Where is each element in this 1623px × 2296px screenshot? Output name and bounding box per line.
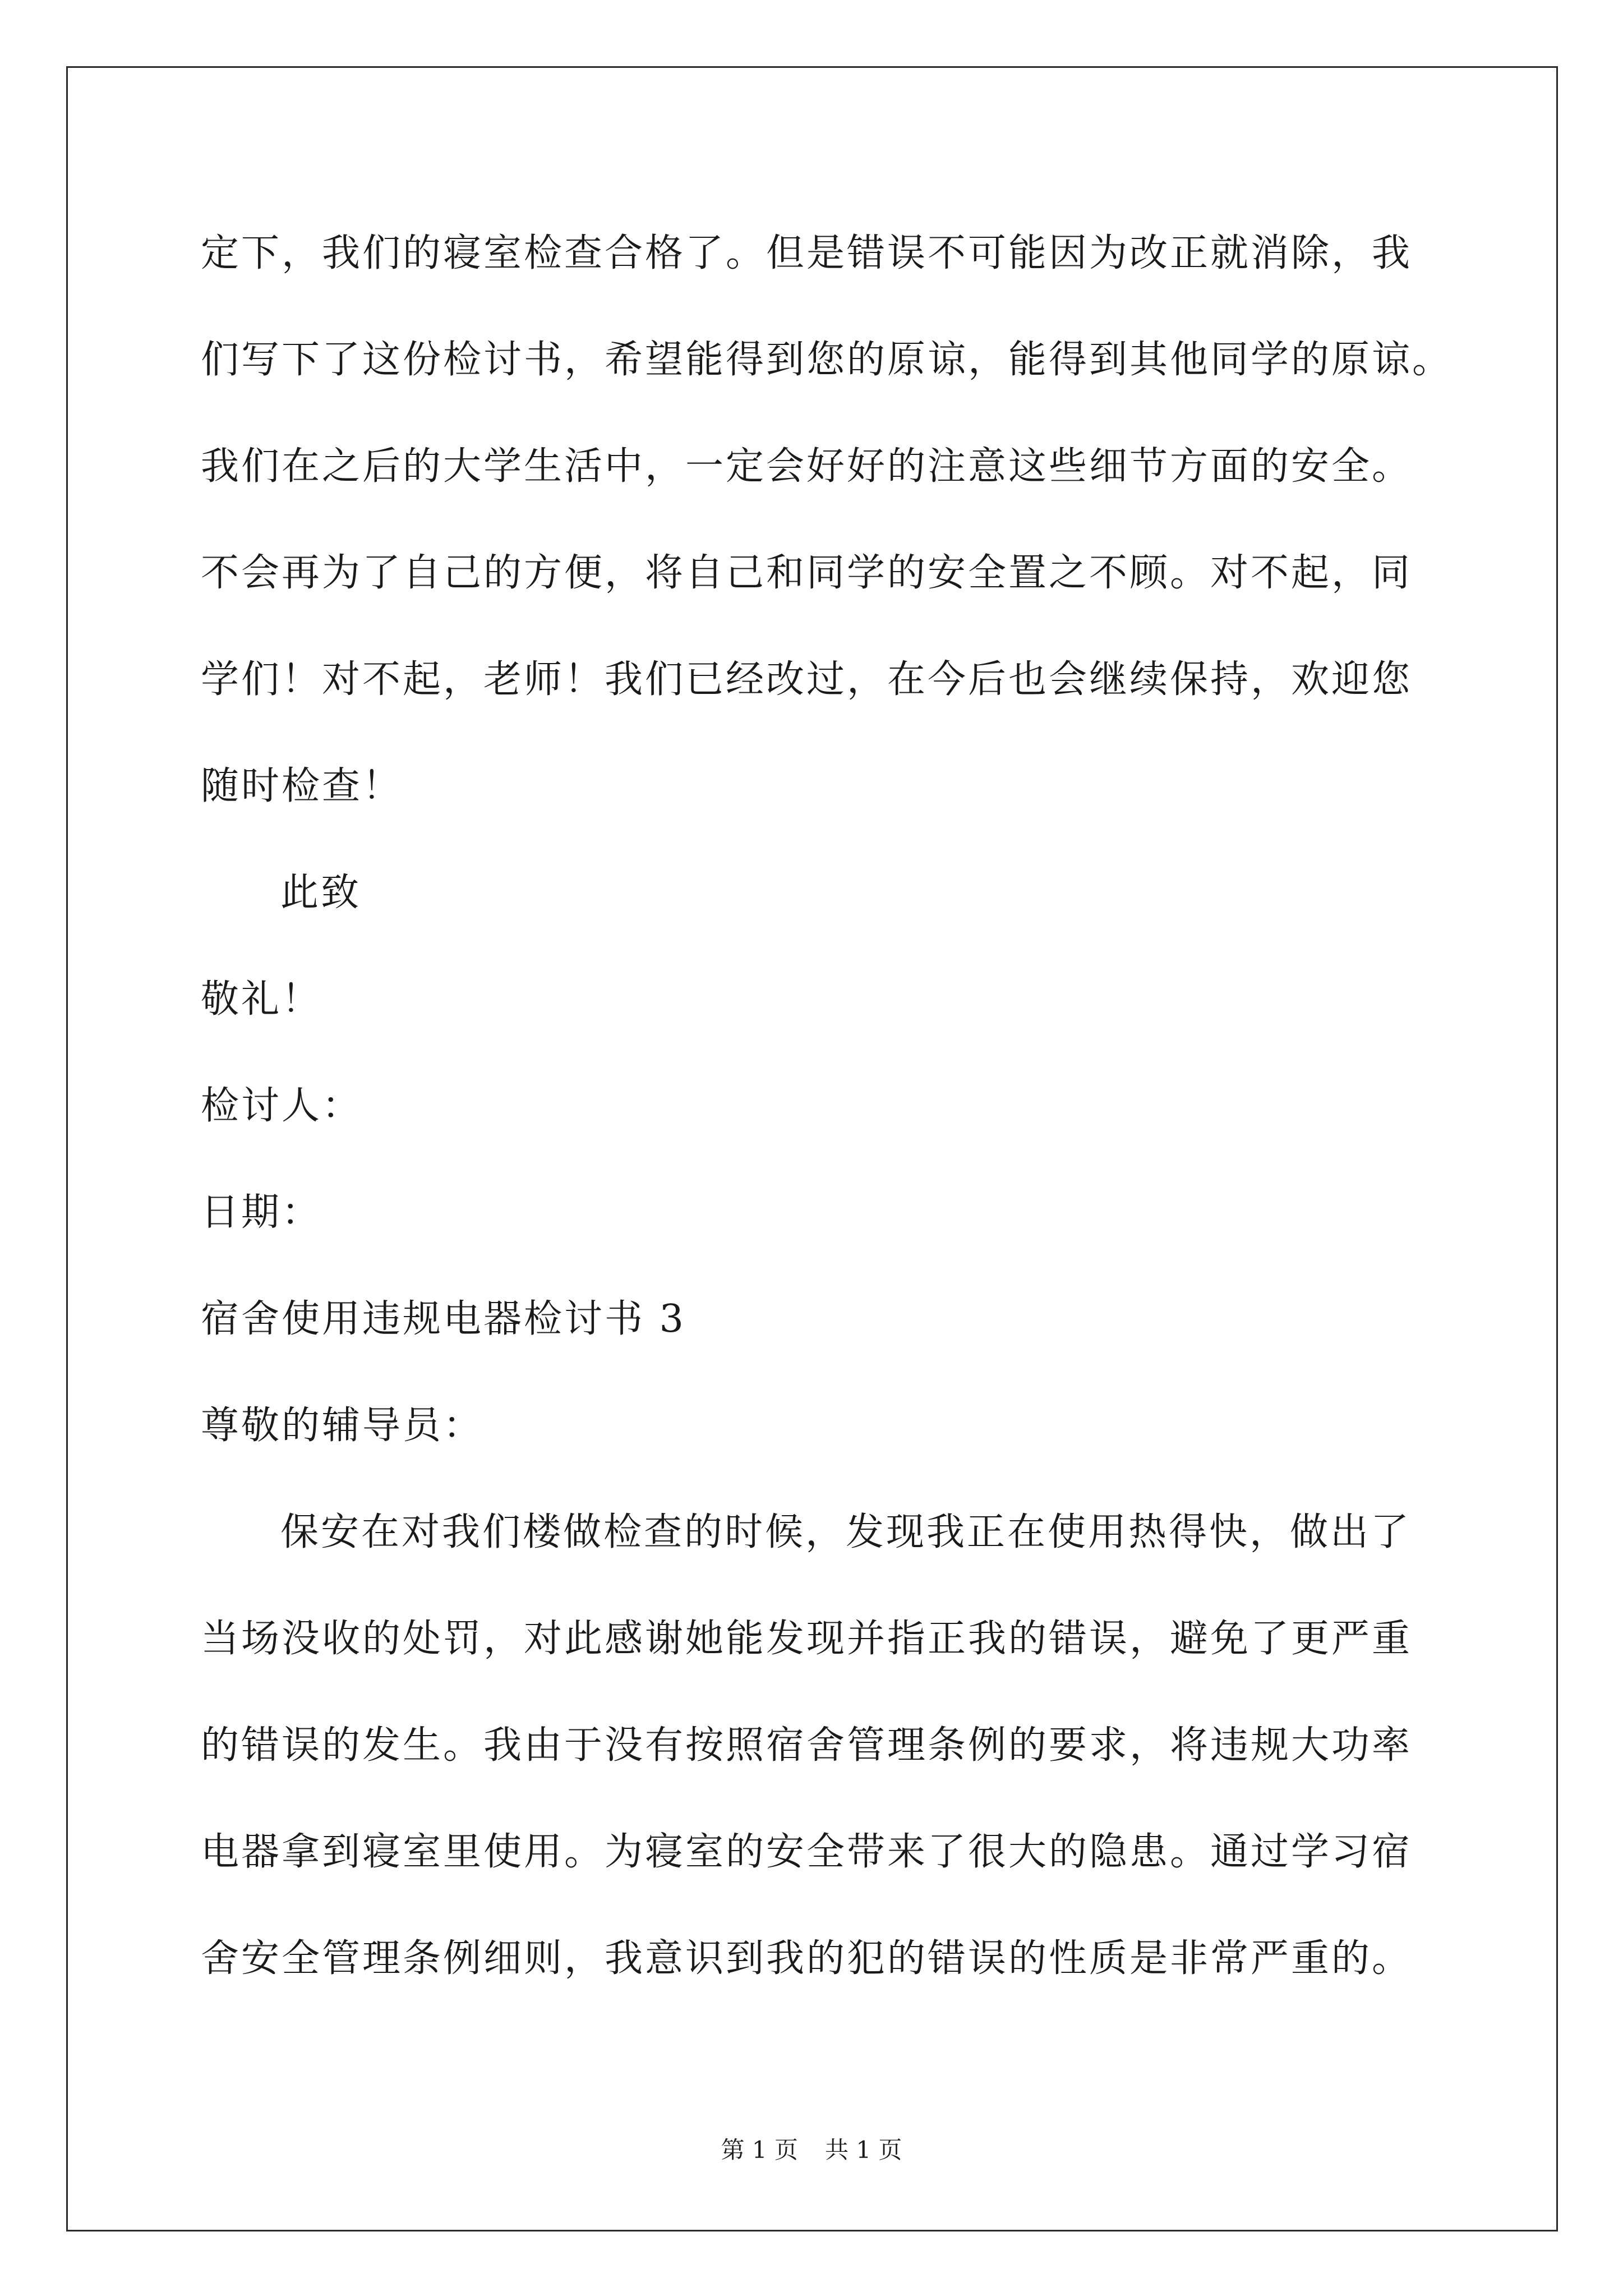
page-footer	[0, 2132, 1623, 2165]
signer-label: 检讨人：	[201, 1084, 363, 1128]
date-label: 日期：	[201, 1190, 322, 1235]
page-border	[66, 66, 1558, 2231]
page-total: 共 1 页	[825, 2136, 902, 2164]
body-line: 学们！对不起，老师！我们已经改过，在今后也会继续保持，欢迎您	[201, 657, 1413, 702]
closing: 此致	[280, 871, 362, 915]
body-line: 电器拿到寝室里使用。为寝室的安全带来了很大的隐患。通过学习宿	[201, 1830, 1413, 1874]
section-title: 宿舍使用违规电器检讨书 3	[201, 1297, 686, 1341]
body-line: 保安在对我们楼做检查的时候，发现我正在使用热得快，做出了	[280, 1510, 1412, 1554]
page-number: 第 1 页	[721, 2136, 798, 2164]
body-line: 舍安全管理条例细则，我意识到我的犯的错误的性质是非常严重的。	[201, 1936, 1413, 1981]
body-line: 当场没收的处罚，对此感谢她能发现并指正我的错误，避免了更严重	[201, 1617, 1413, 1661]
salute: 敬礼！	[201, 977, 322, 1022]
body-line: 不会再为了自己的方便，将自己和同学的安全置之不顾。对不起，同	[201, 551, 1413, 595]
body-line: 随时检查！	[201, 764, 403, 808]
body-line: 们写下了这份检讨书，希望能得到您的原谅，能得到其他同学的原谅。	[201, 338, 1453, 382]
body-line: 定下，我们的寝室检查合格了。但是错误不可能因为改正就消除，我	[201, 231, 1413, 275]
greeting: 尊敬的辅导员：	[201, 1404, 484, 1448]
body-line: 我们在之后的大学生活中，一定会好好的注意这些细节方面的安全。	[201, 444, 1413, 489]
body-line: 的错误的发生。我由于没有按照宿舍管理条例的要求，将违规大功率	[201, 1723, 1413, 1768]
